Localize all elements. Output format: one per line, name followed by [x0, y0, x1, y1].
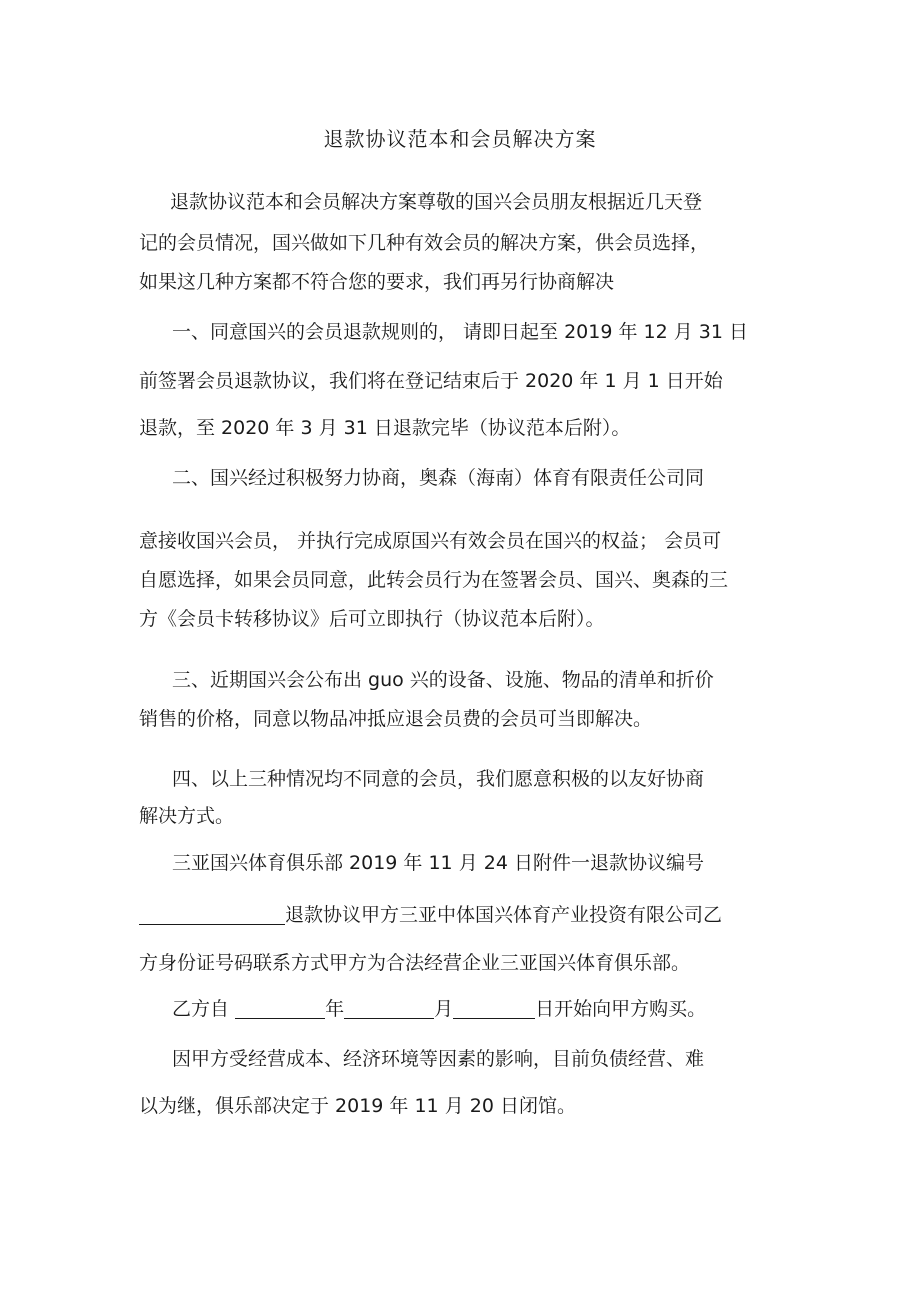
- purchase-day-blank: [453, 998, 535, 1019]
- option2-line-2: 意接收国兴会员， 并执行完成原国兴有效会员在国兴的权益； 会员可: [139, 530, 722, 552]
- option4-line-2: 解决方式。: [139, 805, 235, 827]
- option1-line-1: 一、同意国兴的会员退款规则的， 请即日起至 2019 年 12 月 31 日: [172, 321, 748, 343]
- purchase-year-label: 年: [325, 998, 345, 1020]
- option2-line-1: 二、国兴经过积极努力协商，奥森（海南）体育有限责任公司同: [172, 467, 705, 489]
- option2-line-3: 自愿选择，如果会员同意，此转会员行为在签署会员、国兴、奥森的三: [139, 569, 729, 591]
- closing-line-1: 因甲方受经营成本、经济环境等因素的影响，目前负债经营、难: [172, 1048, 705, 1070]
- intro-line-1: 退款协议范本和会员解决方案尊敬的国兴会员朋友根据近几天登: [170, 191, 703, 213]
- intro-line-2: 记的会员情况，国兴做如下几种有效会员的解决方案，供会员选择，: [139, 232, 710, 254]
- option1-line-3: 退款，至 2020 年 3 月 31 日退款完毕（协议范本后附）。: [139, 417, 631, 439]
- closing-line-2: 以为继，俱乐部决定于 2019 年 11 月 20 日闭馆。: [139, 1095, 576, 1117]
- agreement-line-1: [139, 902, 722, 928]
- agreement-number-blank: [139, 904, 285, 925]
- option3-line-2: 销售的价格，同意以物品冲抵应退会员费的会员可当即解决。: [139, 708, 653, 730]
- signoff-line: 三亚国兴体育俱乐部 2019 年 11 月 24 日附件一退款协议编号: [172, 852, 704, 874]
- option1-line-2: 前签署会员退款协议，我们将在登记结束后于 2020 年 1 月 1 日开始: [139, 370, 723, 392]
- purchase-suffix: 日开始向甲方购买。: [535, 998, 707, 1020]
- purchase-month-blank: [344, 998, 434, 1019]
- intro-line-3: 如果这几种方案都不符合您的要求，我们再另行协商解决: [139, 271, 615, 293]
- option3-line-1: 三、近期国兴会公布出 guo 兴的设备、设施、物品的清单和折价: [172, 669, 714, 691]
- purchase-date-line: [172, 996, 706, 1022]
- document-title: 退款协议范本和会员解决方案: [323, 127, 597, 151]
- purchase-year-blank: [235, 998, 325, 1019]
- option4-line-1: 四、以上三种情况均不同意的会员，我们愿意积极的以友好协商: [172, 768, 705, 790]
- purchase-month-label: 月: [434, 998, 454, 1020]
- option2-line-4: 方《会员卡转移协议》后可立即执行（协议范本后附）。: [139, 608, 605, 630]
- agreement-line-1-text: 退款协议甲方三亚中体国兴体育产业投资有限公司乙: [285, 904, 723, 926]
- agreement-line-2: 方身份证号码联系方式甲方为合法经营企业三亚国兴体育俱乐部。: [139, 952, 691, 974]
- purchase-prefix: 乙方自: [172, 998, 230, 1020]
